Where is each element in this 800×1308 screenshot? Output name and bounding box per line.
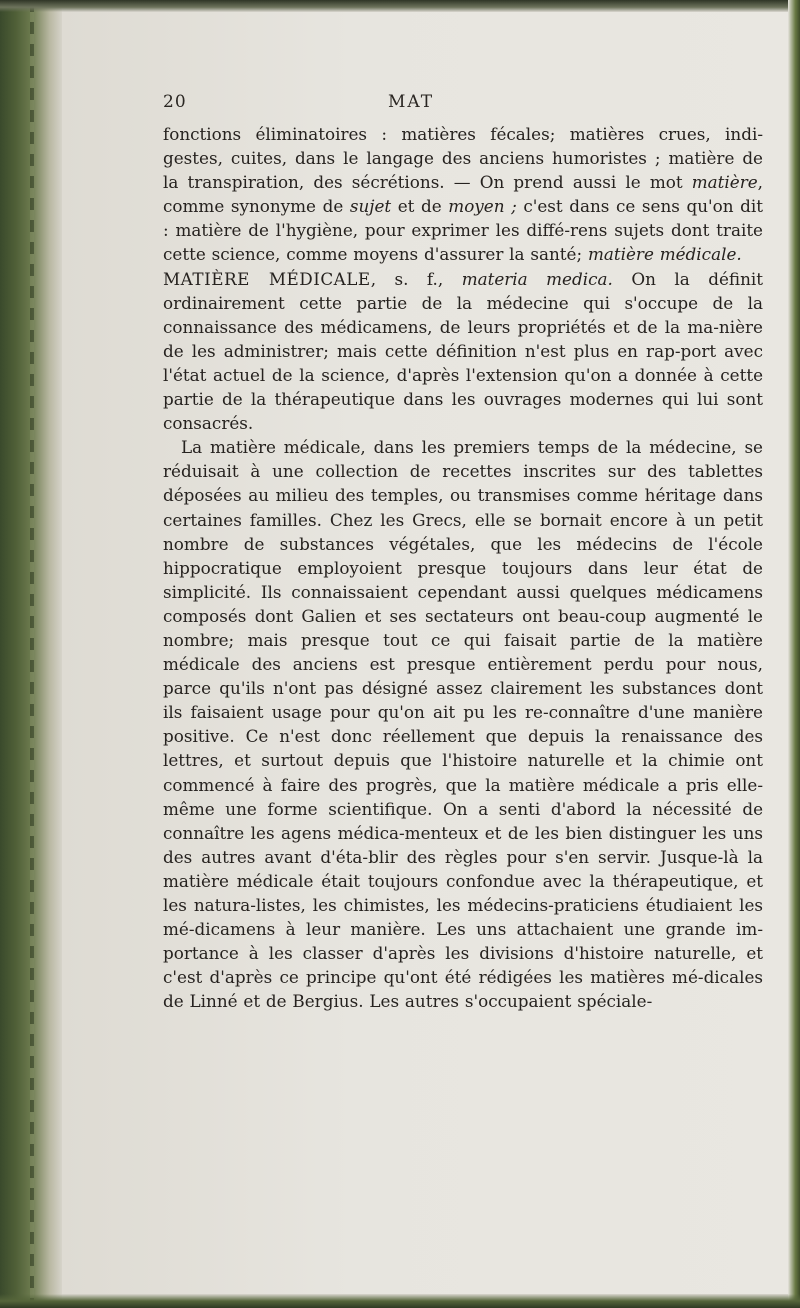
- p1-text-a: fonctions éliminatoires : matières fécales; matières crues, indi-gestes, cuites, dans le langage des anciens humoristes ; matière de la transpiration, des sécrétions. — On prend aussi le mot: [163, 124, 763, 193]
- p1-text-c: et de: [391, 196, 449, 217]
- page-header: [163, 92, 735, 120]
- paragraph-matiere-medicale-entry: [163, 267, 763, 436]
- running-head: MAT: [388, 92, 435, 112]
- scan-top-edge: [0, 0, 800, 12]
- p2-text-a: , s. f.,: [370, 268, 462, 289]
- scan-right-edge: [788, 0, 800, 1308]
- page-body: [163, 122, 763, 1013]
- entry-headword: MATIÈRE MÉDICALE: [163, 268, 371, 289]
- page-number: 20: [163, 92, 187, 112]
- paragraph-history: La matière médicale, dans les premiers temps de la médecine, se réduisait à une collection de recettes inscrites sur des tablettes déposées au milieu des temples, ou transmises comme héritage dans certaines familles. Chez les Grecs, elle se bornait encore à un petit nombre de substances végétales, que les médecins de l'école hippocratique employoient presque toujours dans leur état de simplicité. Ils connaissaient cependant aussi quelques médicamens composés dont Galien et ses sectateurs ont beau-coup augmenté le nombre; mais presque tout ce qui faisait partie de la matière médicale des anciens est presque entièrement perdu pour nous, parce qu'ils n'ont pas désigné assez clairement les substances dont ils faisaient usage pour qu'on ait pu les re-connaître d'une manière positive. Ce n'est donc réellement que depuis la renaissance des lettres, et surtout depuis que l'histoire naturelle et la chimie ont commencé à faire des progrès, que la matière médicale a pris elle-même une forme scientifique. On a senti d'abord la nécessité de connaître les agens médica-menteux et de les bien distinguer les uns des autres avant d'éta-blir des règles pour s'en servir. Jusque-là la matière médicale était toujours confondue avec la thérapeutique, et les natura-listes, les chimistes, les médecins-praticiens étudiaient les mé-dicamens à leur manière. Les uns attachaient une grande im-portance à les classer d'après les divisions d'histoire naturelle, et c'est d'après ce principe qu'ont été rédigées les matières mé-dicales de Linné et de Bergius. Les autres s'occupaient spéciale-: [163, 437, 763, 1012]
- p1-italic-moyen: moyen ;: [448, 196, 517, 217]
- scan-bottom-edge: [0, 1294, 800, 1308]
- p2-text-b: On la définit ordinairement cette partie de la médecine qui s'occupe de la connaissance des médicamens, de leurs propriétés et de la ma-nière de les administrer; mais cette définition n'est plus en rap-port avec l'état actuel de la science, d'après l'extension qu'on a donnée à cette partie de la thérapeutique dans les ouvrages modernes qui lui sont consacrés.: [163, 268, 763, 434]
- scan-binding-edge: [0, 0, 62, 1308]
- paragraph-matiere-continued: [163, 122, 763, 267]
- p1-italic-matiere: matière: [691, 172, 758, 193]
- p2-italic-materia-medica: materia medica.: [461, 268, 613, 289]
- p1-text-b: , comme synonyme de: [163, 172, 763, 217]
- p1-italic-matiere-medicale: matière médicale.: [587, 244, 742, 265]
- p1-italic-sujet: sujet: [349, 196, 392, 217]
- p1-text-d: c'est dans ce sens qu'on dit : matière de l'hygiène, pour exprimer les diffé-rens sujets dont traite cette science, comme moyens d'assurer la santé;: [163, 196, 763, 265]
